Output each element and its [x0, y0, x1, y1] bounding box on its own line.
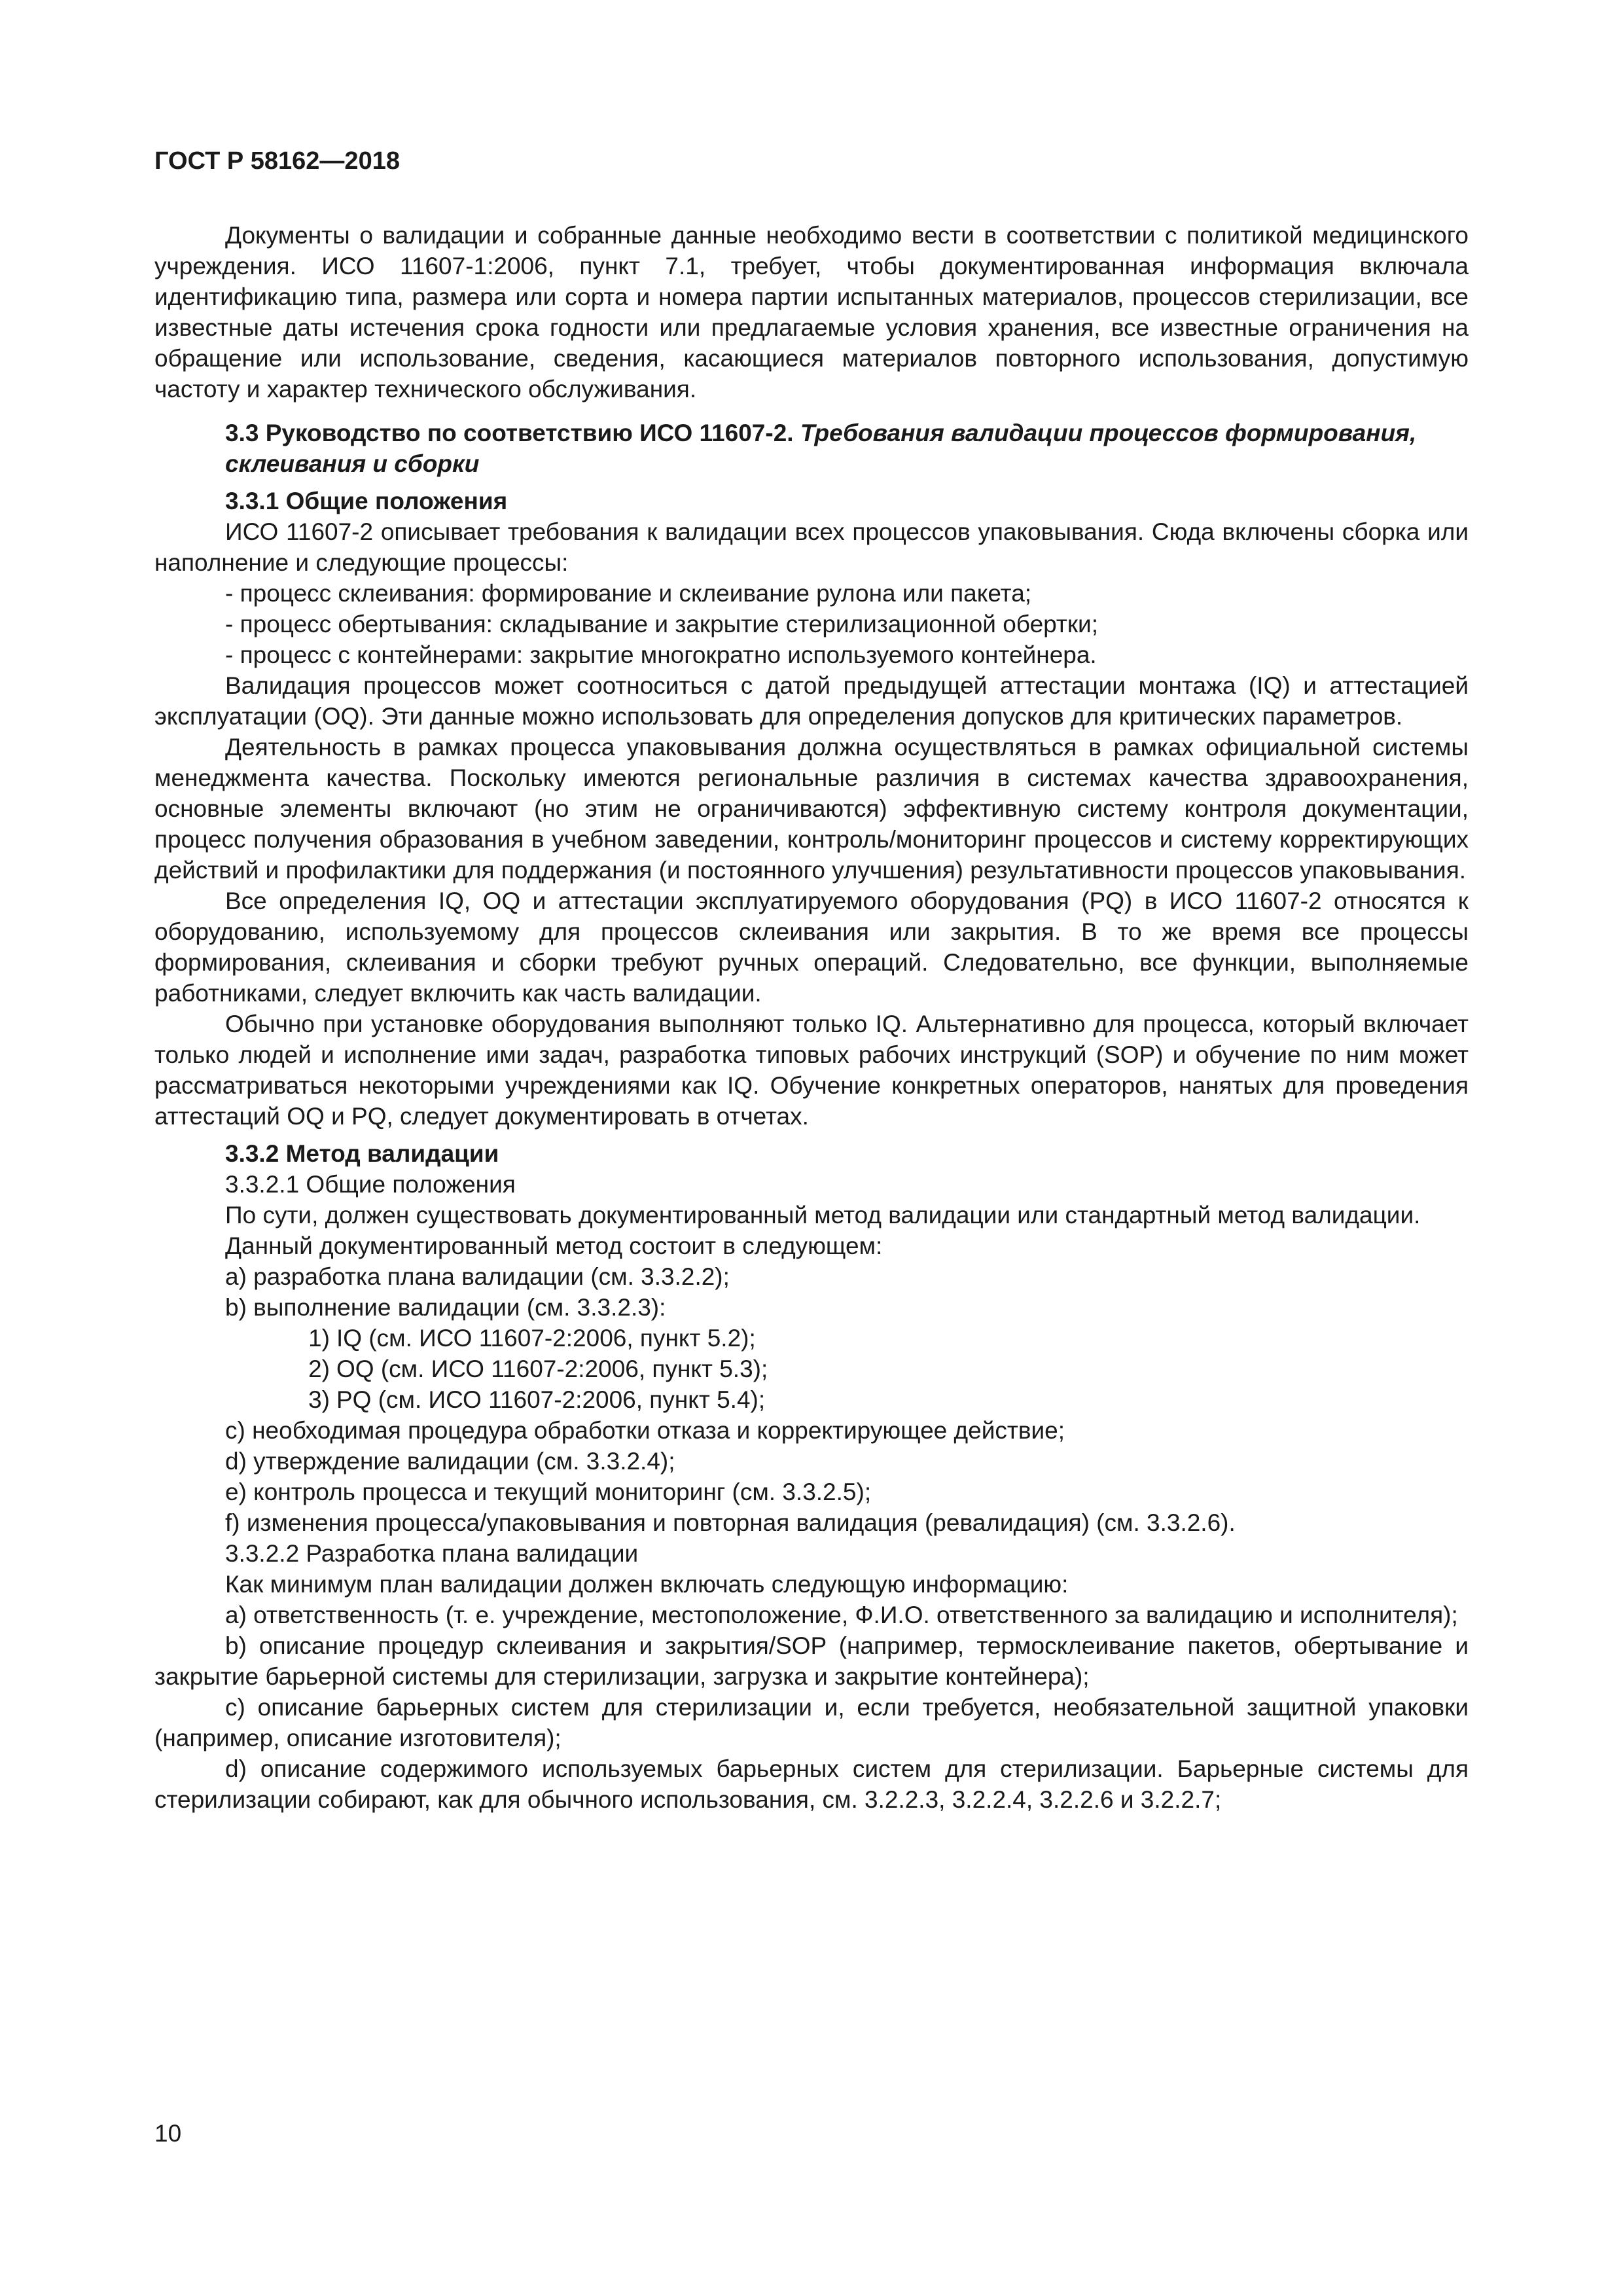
paragraph-plan-minimum: Как минимум план валидации должен включать следующую информацию:: [225, 1571, 1069, 1598]
list-item: b) выполнение валидации (см. 3.3.2.3):: [225, 1294, 666, 1321]
section-heading-3-3: [154, 418, 1469, 479]
clause-heading-3-3-2-2: 3.3.2.2 Разработка плана валидации: [225, 1540, 639, 1567]
list-item: c) описание барьерных систем для стерилизации и, если требуется, необязательной защитной упаковки (например, описание изготовителя);: [154, 1694, 1469, 1751]
document-header: ГОСТ Р 58162—2018: [154, 147, 400, 175]
list-item: - процесс склеивания: формирование и склеивание рулона или пакета;: [225, 580, 1032, 607]
paragraph-iso-scope: ИСО 11607-2 описывает требования к валидации всех процессов упаковывания. Сюда включены сборка или наполнение и следующие процессы:: [154, 518, 1469, 576]
list-item: a) разработка плана валидации (см. 3.3.2.2);: [225, 1263, 730, 1290]
item-number: 2): [308, 1355, 330, 1382]
paragraph-definitions: Все определения IQ, OQ и аттестации эксплуатируемого оборудования (PQ) в ИСО 11607-2 относятся к оборудованию, используемому для процессов склеивания или закрытия. В то же время все процессы формирования, склеивания и сборки требуют ручных операций. Следовательно, все функции, выполняемые работниками, следует включить как часть валидации.: [154, 888, 1469, 1007]
paragraph-method: По сути, должен существовать документированный метод валидации или стандартный метод валидации.: [225, 1202, 1421, 1229]
item-number: 1): [308, 1325, 330, 1352]
document-body: [154, 220, 1469, 1815]
section-number: 3.3: [225, 420, 259, 446]
section-title: Руководство по соответствию ИСО 11607-2.: [265, 420, 794, 446]
list-item: e) контроль процесса и текущий мониторинг (см. 3.3.2.5);: [225, 1479, 872, 1505]
list-item: f) изменения процесса/упаковывания и повторная валидация (ревалидация) (см. 3.3.2.6).: [225, 1509, 1236, 1536]
list-item: d) описание содержимого используемых барьерных систем для стерилизации. Барьерные системы для стерилизации собирают, как для обычного использования, см. 3.2.2.3, 3.2.2.4, 3.2.2.6 и 3.2.2.7;: [154, 1755, 1469, 1813]
list-item: b) описание процедур склеивания и закрытия/SOP (например, термосклеивание пакетов, обертывание и закрытие барьерной системы для стерилизации, загрузка и закрытие контейнера);: [154, 1632, 1469, 1690]
paragraph-method-consists: Данный документированный метод состоит в следующем:: [225, 1232, 883, 1259]
item-text: PQ (см. ИСО 11607-2:2006, пункт 5.4);: [336, 1386, 766, 1413]
item-number: 3): [308, 1386, 330, 1413]
subsection-heading-3-3-1: 3.3.1 Общие положения: [225, 488, 508, 514]
clause-heading-3-3-2-1: 3.3.2.1 Общие положения: [225, 1171, 516, 1198]
item-text: IQ (см. ИСО 11607-2:2006, пункт 5.2);: [336, 1325, 756, 1352]
list-item: d) утверждение валидации (см. 3.3.2.4);: [225, 1448, 675, 1475]
list-item: - процесс обертывания: складывание и закрытие стерилизационной обертки;: [225, 611, 1098, 637]
list-item: c) необходимая процедура обработки отказа и корректирующее действие;: [225, 1417, 1065, 1444]
paragraph-documents: Документы о валидации и собранные данные необходимо вести в соответствии с политикой медицинского учреждения. ИСО 11607-1:2006, пункт 7.1, требует, чтобы документированная информация включала идентификацию типа, размера или сорта и номера партии испытанных материалов, процессов стерилизации, все известные даты истечения срока годности или предлагаемые условия хранения, все известные ограничения на обращение или использование, сведения, касающиеся материалов повторного использования, допустимую частоту и характер технического обслуживания.: [154, 222, 1469, 403]
list-item: a) ответственность (т. е. учреждение, местоположение, Ф.И.О. ответственного за валидацию и исполнителя);: [225, 1602, 1458, 1628]
paragraph-validation: Валидация процессов может соотноситься с датой предыдущей аттестации монтажа (IQ) и аттестацией эксплуатации (OQ). Эти данные можно использовать для определения допусков для критических параметров.: [154, 672, 1469, 730]
paragraph-quality-system: Деятельность в рамках процесса упаковывания должна осуществляться в рамках официальной системы менеджмента качества. Поскольку имеются региональные различия в системах качества здравоохранения, основные элементы включают (но этим не ограничиваются) эффективную систему контроля документации, процесс получения образования в учебном заведении, контроль/мониторинг процессов и систему корректирующих действий и профилактики для поддержания (и постоянного улучшения) результативности процессов упаковывания.: [154, 734, 1469, 884]
page-number: 10: [154, 2120, 182, 2147]
numbered-item: [154, 1323, 1469, 1354]
numbered-item: [154, 1384, 1469, 1415]
subsection-heading-3-3-2: 3.3.2 Метод валидации: [225, 1140, 499, 1167]
paragraph-installation: Обычно при установке оборудования выполняют только IQ. Альтернативно для процесса, который включает только людей и исполнение ими задач, разработка типовых рабочих инструкций (SOP) и обучение по ним может рассматриваться некоторыми учреждениями как IQ. Обучение конкретных операторов, нанятых для проведения аттестаций OQ и PQ, следует документировать в отчетах.: [154, 1011, 1469, 1130]
list-item: - процесс с контейнерами: закрытие многократно используемого контейнера.: [225, 641, 1097, 668]
item-text: OQ (см. ИСО 11607-2:2006, пункт 5.3);: [336, 1355, 768, 1382]
section-title-italic: Требования валидации процессов формирования, склеивания и сборки: [225, 420, 1417, 477]
numbered-item: [154, 1354, 1469, 1384]
